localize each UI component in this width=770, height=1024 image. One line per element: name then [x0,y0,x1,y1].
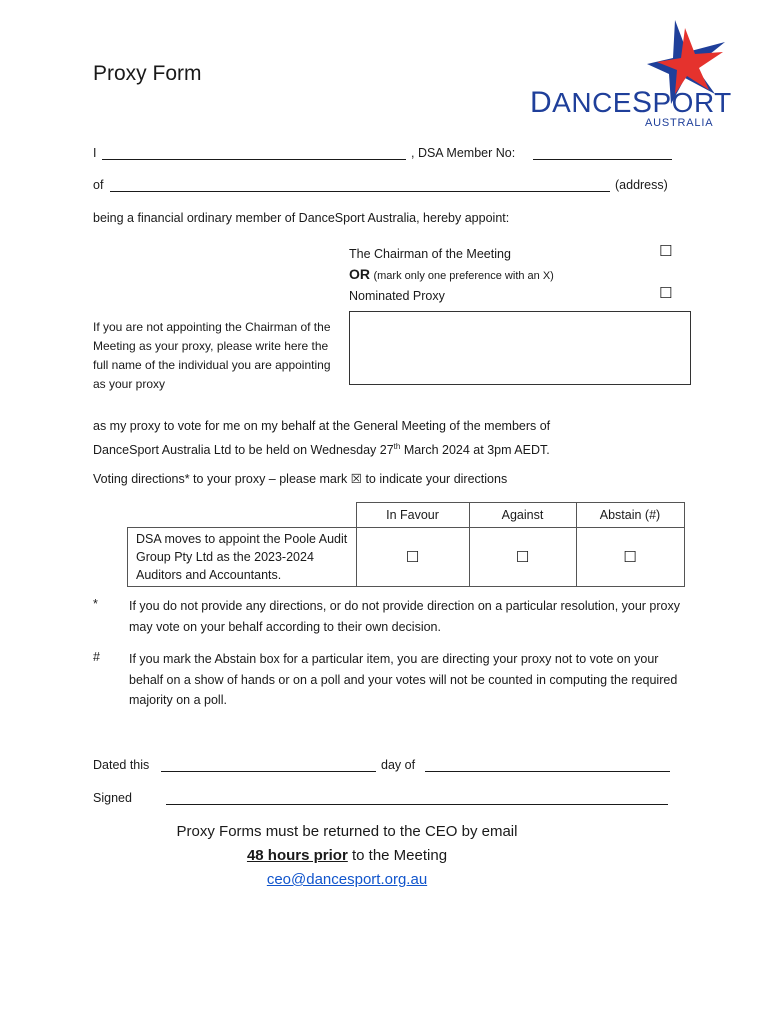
dated-field[interactable] [161,771,376,772]
or-label: OR [349,266,370,282]
proxy-name-box[interactable] [349,311,691,385]
signed-label: Signed [93,791,132,805]
footer-deadline: 48 hours prior [246,847,348,864]
address-prefix: of [93,178,104,192]
or-note: (mark only one preference with an X) [373,270,554,282]
against-checkbox[interactable]: ☐ [469,528,576,587]
header-against: Against [469,503,576,528]
nominated-proxy-checkbox[interactable]: ☐ [659,285,673,302]
appoint-text: being a financial ordinary member of DanceSport Australia, hereby appoint: [93,211,510,225]
chairman-checkbox[interactable]: ☐ [659,243,673,260]
footer-line-1: Proxy Forms must be returned to the CEO by email [176,823,518,840]
member-no-field[interactable] [533,159,672,160]
nominated-proxy-label: Nominated Proxy [349,289,445,303]
day-of-field[interactable] [425,771,670,772]
proxy-note: If you are not appointing the Chairman of the Meeting as your proxy, please write here the full name of the individual you are appointing as your proxy [93,320,331,391]
star-note: If you do not provide any directions, or do not provide direction on a particular resolution, your proxy may vote on your behalf according to their own decision. [129,599,681,634]
proxy-vote-text: as my proxy to vote for me on my behalf at the General Meeting of the members of DanceSport Australia Ltd to be held on Wednesday 27th March 2024 at 3pm AEDT. [93,419,551,457]
ceo-email-link[interactable]: ceo@dancesport.org.au [266,871,428,888]
logo-subtitle: AUSTRALIA [645,117,714,129]
header-abstain: Abstain (#) [576,503,684,528]
member-no-label: , DSA Member No: [411,146,516,160]
day-of-label: day of [381,758,416,772]
hash-mark: # [93,650,100,664]
voting-directions: Voting directions* to your proxy – please mark ☒ to indicate your directions [93,472,508,486]
dated-label: Dated this [93,758,150,772]
chairman-option-label: The Chairman of the Meeting [349,247,511,261]
signature-field[interactable] [166,804,668,805]
star-mark: * [93,597,98,611]
page-title: Proxy Form [93,62,202,85]
logo-wordmark: DANCESPORT [530,86,732,119]
footer-line-2: 48 hours prior to the Meeting [246,847,448,864]
hash-note: If you mark the Abstain box for a particular item, you are directing your proxy not to vote on your behalf on a show of hands or on a poll and your votes will not be counted in computing the required majority on a poll. [129,652,678,707]
address-field[interactable] [110,191,610,192]
abstain-checkbox[interactable]: ☐ [576,528,684,587]
header-in-favour: In Favour [356,503,469,528]
name-prefix: I [93,146,97,160]
in-favour-checkbox[interactable]: ☐ [356,528,469,587]
vote-table [127,502,685,587]
resolution-text: DSA moves to appoint the Poole Audit Group Pty Ltd as the 2023-2024 Auditors and Accountants. [128,528,357,587]
address-suffix: (address) [615,178,668,192]
name-field[interactable] [102,159,406,160]
